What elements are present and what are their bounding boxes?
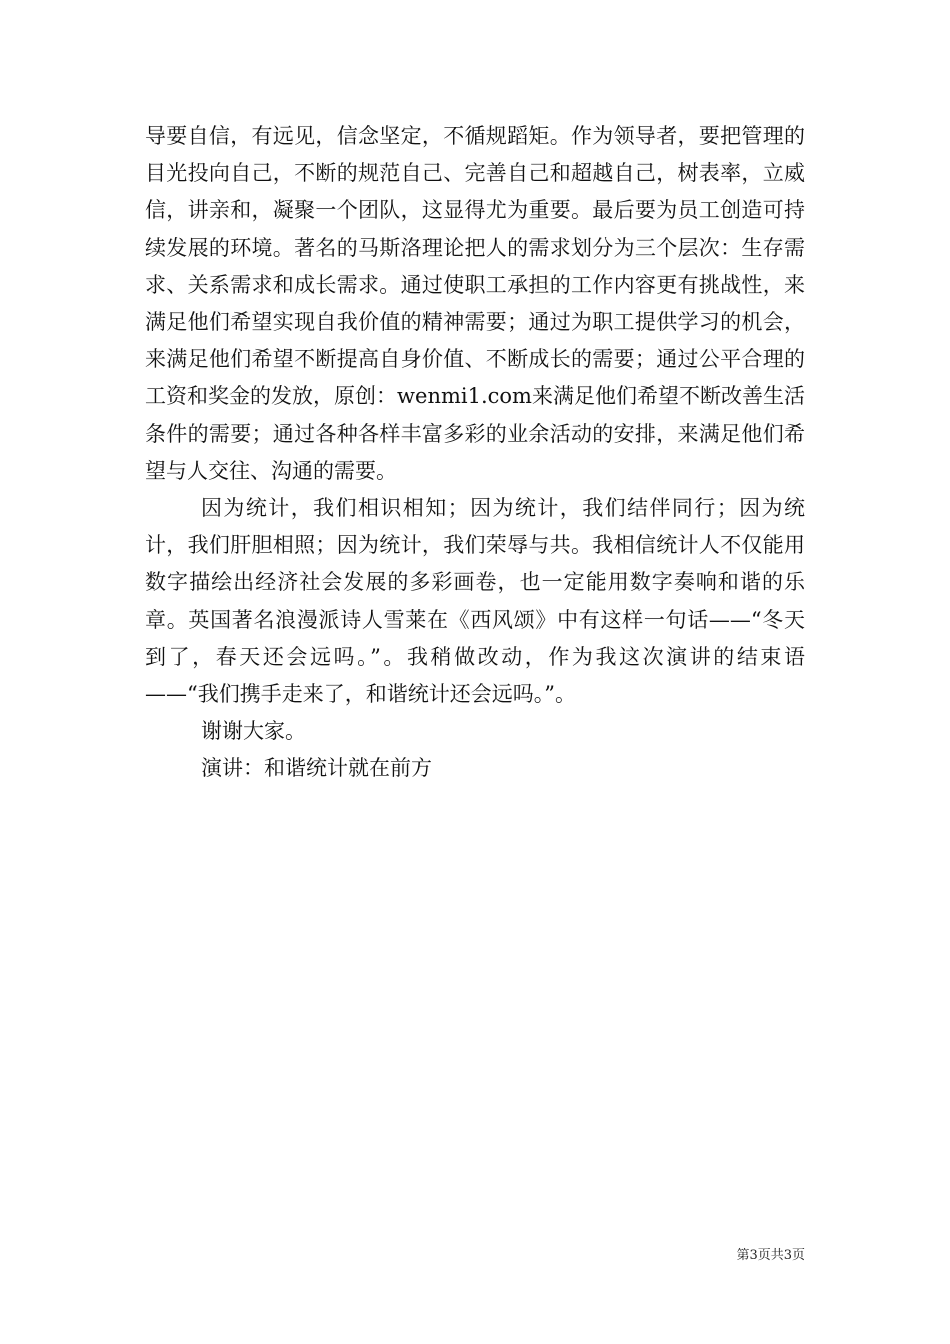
paragraph-management-needs: 导要自信，有远见，信念坚定，不循规蹈矩。作为领导者，要把管理的目光投向自己，不断的规范自己、完善自己和超越自己，树表率，立威信，讲亲和，凝聚一个团队，这显得尤为重要。最后要为员工创造可持续发展的环境。著名的马斯洛理论把人的需求划分为三个层次：生存需求、关系需求和成长需求。通过使职工承担的工作内容更有挑战性，来满足他们希望实现自我价值的精神需要；通过为职工提供学习的机会，来满足他们希望不断提高自身价值、不断成长的需要；通过公平合理的工资和奖金的发放，原创：wenmi1.com来满足他们希望不断改善生活条件的需要；通过各种各样丰富多彩的业余活动的安排，来满足他们希望与人交往、沟通的需要。 (145, 124, 805, 483)
paragraph-thanks: 谢谢大家。 (201, 719, 306, 744)
document-body (145, 118, 805, 788)
paragraph-statistics-closing: 因为统计，我们相识相知；因为统计，我们结伴同行；因为统计，我们肝胆相照；因为统计，我们荣辱与共。我相信统计人不仅能用数字描绘出经济社会发展的多彩画卷，也一定能用数字奏响和谐的乐章。英国著名浪漫派诗人雪莱在《西风颂》中有这样一句话——“冬天到了，春天还会远吗。”。我稍做改动，作为我这次演讲的结束语——“我们携手走来了，和谐统计还会远吗。”。 (145, 496, 805, 707)
paragraph-speech-title: 演讲：和谐统计就在前方 (201, 756, 432, 781)
page-number-footer: 第3页共3页 (736, 1248, 805, 1263)
